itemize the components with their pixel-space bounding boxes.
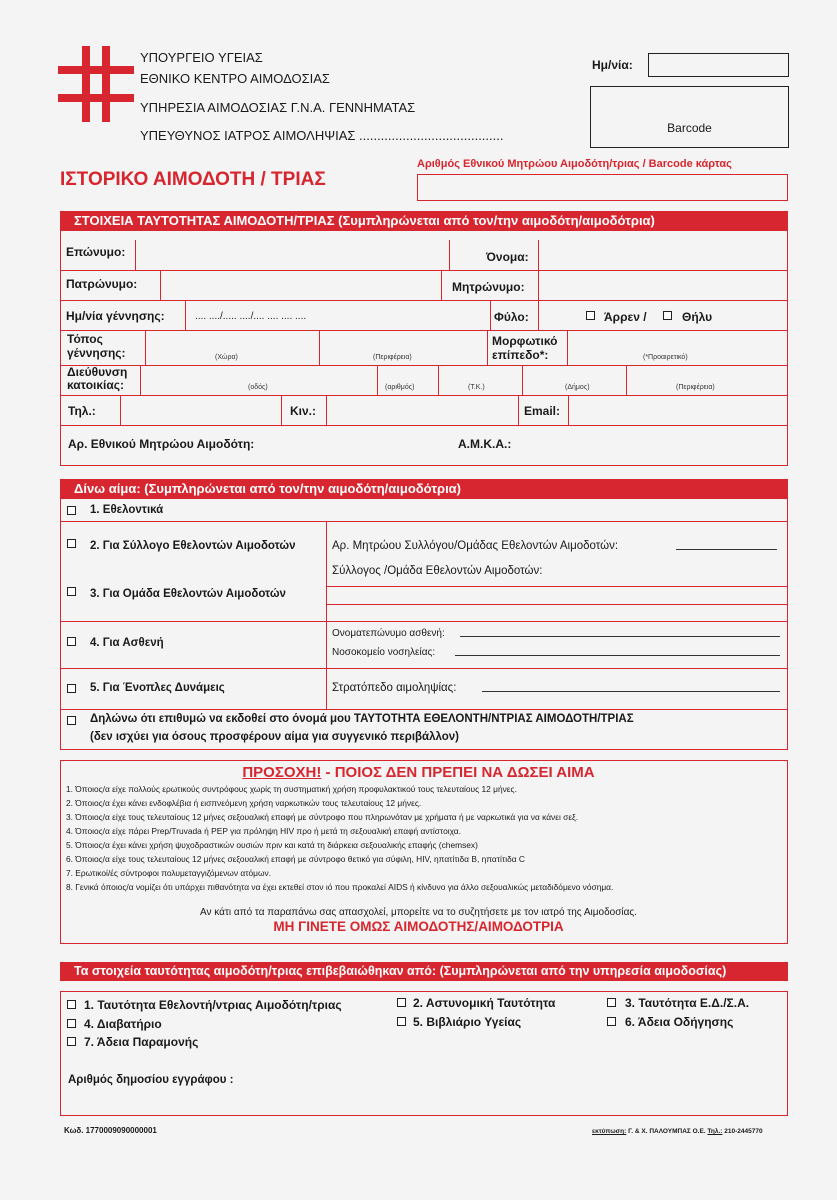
barcode-field[interactable] xyxy=(590,86,789,148)
email-field[interactable] xyxy=(569,397,786,423)
zip-hint: (Τ.Κ.) xyxy=(468,384,485,391)
printer-info xyxy=(592,1128,763,1135)
option-group-checkbox[interactable] xyxy=(67,587,76,596)
ministry-name: ΥΠΟΥΡΓΕΙΟ ΥΓΕΙΑΣ xyxy=(140,50,263,65)
male-checkbox[interactable] xyxy=(586,311,595,320)
patient-name-label: Ονοματεπώνυμο ασθενή: xyxy=(332,628,445,639)
verify-health-book-checkbox[interactable] xyxy=(397,1017,406,1026)
municipality-hint: (Δήμος) xyxy=(565,384,590,391)
region-hint: (Περιφέρεια) xyxy=(373,354,412,361)
option-voluntary-label: 1. Εθελοντικά xyxy=(90,504,164,516)
mother-name-field[interactable] xyxy=(539,272,786,298)
identity-heading: ΣΤΟΙΧΕΙΑ ΤΑΥΤΟΤΗΤΑΣ ΑΙΜΟΔΟΤΗ/ΤΡΙΑΣ (Συμπληρώνεται από τον/την αιμοδότη/αιμοδότρια) xyxy=(60,211,788,230)
number-hint: (αριθμός) xyxy=(385,384,415,391)
registry-label: Αριθμός Εθνικού Μητρώου Αιμοδότη/τριας / Barcode κάρτας xyxy=(417,158,732,170)
declare-card-checkbox[interactable] xyxy=(67,716,76,725)
sex-label: Φύλο: xyxy=(494,310,529,324)
document-number-label: Αριθμός δημοσίου εγγράφου : xyxy=(68,1074,234,1086)
verify-police-id-checkbox[interactable] xyxy=(397,998,406,1007)
warning-item: 1. Όποιος/α είχε πολλούς ερωτικούς συντρόφους χωρίς τη συστηματική χρήση προφυλακτικού τους τελευταίους 12 μήνες. xyxy=(66,784,517,794)
verify-military-id-label: 3. Ταυτότητα Ε.Δ./Σ.Α. xyxy=(625,996,750,1010)
date-field[interactable] xyxy=(648,53,789,77)
verify-passport-label: 4. Διαβατήριο xyxy=(84,1017,162,1031)
warning-item: 7. Ερωτικοί/ές σύντροφοι πολυμεταγγιζόμενων ατόμων. xyxy=(66,868,272,878)
camp-label: Στρατόπεδο αιμοληψίας: xyxy=(332,682,457,694)
red-cross-logo-icon xyxy=(58,46,134,122)
email-label: Email: xyxy=(524,404,561,418)
warning-item: 3. Όποιος/α είχε τους τελευταίους 12 μήνες σεξουαλική επαφή με σύντροφο που πληρωνόταν με χρήματα ή με ναρκωτικά για να κάνει σεξ. xyxy=(66,812,579,822)
option-armed-forces-label: 5. Για Ένοπλες Δυνάμεις xyxy=(90,682,225,694)
barcode-label: Barcode xyxy=(667,121,712,135)
registry-field[interactable] xyxy=(417,174,788,201)
female-label: Θήλυ xyxy=(682,310,713,324)
country-hint: (Χώρα) xyxy=(215,354,238,361)
father-name-field[interactable] xyxy=(161,272,441,298)
printer-tel-label: Τηλ.: xyxy=(707,1128,723,1135)
printer-label: εκτύπωση: xyxy=(592,1128,627,1135)
verify-donor-card-label: 1. Ταυτότητα Εθελοντή/ντριας Αιμοδότη/τριας xyxy=(84,998,342,1012)
region2-hint: (Περιφέρεια) xyxy=(676,384,715,391)
phone-label: Τηλ.: xyxy=(68,404,96,418)
patient-name-line[interactable] xyxy=(460,636,780,637)
optional-hint: (*Προαιρετικό) xyxy=(643,354,688,361)
surname-label: Επώνυμο: xyxy=(66,245,126,259)
document-number-field[interactable] xyxy=(250,1068,770,1092)
donor-registry-label: Αρ. Εθνικού Μητρώου Αιμοδότη: xyxy=(68,437,255,451)
mobile-label: Κιν.: xyxy=(290,404,317,418)
verify-police-id-label: 2. Αστυνομική Ταυτότητα xyxy=(413,996,556,1010)
camp-line[interactable] xyxy=(482,691,780,692)
hospital-line[interactable] xyxy=(455,655,780,656)
warning-final: ΜΗ ΓΙΝΕΤΕ ΟΜΩΣ ΑΙΜΟΔΟΤΗΣ/ΑΙΜΟΔΟΤΡΙΑ xyxy=(273,919,564,934)
birthplace-label-1: Τόπος xyxy=(67,332,103,346)
option-patient-label: 4. Για Ασθενή xyxy=(90,637,164,649)
warning-title-rest: - ΠΟΙΟΣ ΔΕΝ ΠΡΕΠΕΙ ΝΑ ΔΩΣΕΙ ΑΙΜΑ xyxy=(321,764,595,781)
association-registry-label: Αρ. Μητρώου Συλλόγου/Ομάδας Εθελοντών Αιμοδοτών: xyxy=(332,540,619,552)
warning-item: 4. Όποιος/α είχε πάρει Prep/Truvada ή PEP για πρόληψη HIV προ ή μετά τη σεξουαλική επαφή αντίστοιχα. xyxy=(66,826,461,836)
association-registry-line[interactable] xyxy=(676,549,777,550)
birthdate-field[interactable]: .... ..../..... ..../.... .... .... .... xyxy=(195,311,307,322)
hospital-label: Νοσοκομείο νοσηλείας: xyxy=(332,647,436,658)
verify-residence-permit-checkbox[interactable] xyxy=(67,1037,76,1046)
verify-heading: Τα στοιχεία ταυτότητας αιμοδότη/τριας επιβεβαιώθηκαν από: (Συμπληρώνεται από την υπηρεσία αιμοδοσίας) xyxy=(60,962,788,981)
date-label: Ημ/νία: xyxy=(592,58,633,72)
street-hint: (οδός) xyxy=(248,384,268,391)
surname-field[interactable] xyxy=(136,242,449,268)
form-code: Κωδ. 1770009090000001 xyxy=(64,1126,157,1135)
verify-donor-card-checkbox[interactable] xyxy=(67,1000,76,1009)
warning-item: 8. Γενικά όποιος/α νομίζει ότι υπάρχει πιθανότητα να έχει εκτεθεί στον ιό που προκαλεί AIDS ή κίνδυνο για άλλο σεξουαλικώς μεταδιδόμενο νόσημα. xyxy=(66,882,614,892)
warning-item: 6. Όποιος/α είχε τους τελευταίους 12 μήνες σεξουαλική επαφή με σύντροφο θετικό για σύφιλη, HIV, ηπατίτιδα Β, ηπατίτιδα C xyxy=(66,854,525,864)
option-patient-checkbox[interactable] xyxy=(67,637,76,646)
birthdate-label: Ημ/νία γέννησης: xyxy=(66,309,165,323)
declare-card-label: Δηλώνω ότι επιθυμώ να εκδοθεί στο όνομά μου ΤΑΥΤΟΤΗΤΑ ΕΘΕΛΟΝΤΗ/ΝΤΡΙΑΣ ΑΙΜΟΔΟΤΗ/ΤΡΙΑΣ xyxy=(90,713,634,725)
association-name-label: Σύλλογος /Ομάδα Εθελοντών Αιμοδοτών: xyxy=(332,565,543,577)
printer-name: Γ. & Χ. ΠΑΛΟΥΜΠΑΣ Ο.Ε. xyxy=(626,1128,708,1135)
first-name-field[interactable] xyxy=(539,242,786,268)
verify-residence-permit-label: 7. Άδεια Παραμονής xyxy=(84,1035,199,1049)
verify-driving-license-label: 6. Άδεια Οδήγησης xyxy=(625,1015,734,1029)
education-label-1: Μορφωτικό xyxy=(492,334,558,348)
mobile-field[interactable] xyxy=(327,397,518,423)
option-voluntary-checkbox[interactable] xyxy=(67,506,76,515)
education-label-2: επίπεδο*: xyxy=(492,348,549,362)
mother-name-label: Μητρώνυμο: xyxy=(452,280,525,294)
female-checkbox[interactable] xyxy=(663,311,672,320)
option-association-label: 2. Για Σύλλογο Εθελοντών Αιμοδοτών xyxy=(90,540,296,552)
declare-card-note: (δεν ισχύει για όσους προσφέρουν αίμα για συγγενικό περιβάλλον) xyxy=(90,731,459,743)
warning-note: Αν κάτι από τα παραπάνω σας απασχολεί, μπορείτε να το συζητήσετε με τον ιατρό της Αιμοδοσίας. xyxy=(200,907,637,918)
service-name: ΥΠΗΡΕΣΙΑ ΑΙΜΟΔΟΣΙΑΣ Γ.Ν.Α. ΓΕΝΝΗΜΑΤΑΣ xyxy=(140,100,416,115)
phone-field[interactable] xyxy=(121,397,281,423)
father-name-label: Πατρώνυμο: xyxy=(66,277,138,291)
printer-tel: 210-2445770 xyxy=(722,1128,763,1135)
verify-health-book-label: 5. Βιβλιάριο Υγείας xyxy=(413,1015,522,1029)
amka-label: Α.Μ.Κ.Α.: xyxy=(458,437,512,451)
first-name-label: Όνομα: xyxy=(486,250,529,264)
form-title: ΙΣΤΟΡΙΚΟ ΑΙΜΟΔΟΤΗ / ΤΡΙΑΣ xyxy=(60,169,326,190)
warning-title xyxy=(0,764,837,781)
verify-military-id-checkbox[interactable] xyxy=(607,998,616,1007)
donor-registry-field[interactable] xyxy=(290,430,440,460)
male-label: Άρρεν / xyxy=(604,310,647,324)
birthplace-label-2: γέννησης: xyxy=(67,346,126,360)
option-association-checkbox[interactable] xyxy=(67,539,76,548)
warning-item: 5. Όποιος/α έχει κάνει χρήση ψυχοδραστικών ουσιών πριν και κατά τη διάρκεια σεξουαλικής επαφής (chemsex) xyxy=(66,840,478,850)
verify-passport-checkbox[interactable] xyxy=(67,1019,76,1028)
give-blood-heading: Δίνω αίμα: (Συμπληρώνεται από τον/την αιμοδότη/αιμοδότρια) xyxy=(60,479,788,498)
doctor-line: ΥΠΕΥΘΥΝΟΣ ΙΑΤΡΟΣ ΑΙΜΟΛΗΨΙΑΣ ........................................ xyxy=(140,128,504,143)
warning-title-attention: ΠΡΟΣΟΧΗ! xyxy=(242,764,322,781)
verify-driving-license-checkbox[interactable] xyxy=(607,1017,616,1026)
option-armed-forces-checkbox[interactable] xyxy=(67,684,76,693)
center-name: ΕΘΝΙΚΟ ΚΕΝΤΡΟ ΑΙΜΟΔΟΣΙΑΣ xyxy=(140,71,330,86)
option-group-label: 3. Για Ομάδα Εθελοντών Αιμοδοτών xyxy=(90,588,286,600)
address-label-2: κατοικίας: xyxy=(67,378,124,392)
warning-item: 2. Όποιος/α έχει κάνει ενδοφλέβια ή εισπνεόμενη χρήση ναρκωτικών τους τελευταίους 12 μήνες. xyxy=(66,798,422,808)
amka-field[interactable] xyxy=(530,430,780,460)
address-label-1: Διεύθυνση xyxy=(67,365,128,379)
